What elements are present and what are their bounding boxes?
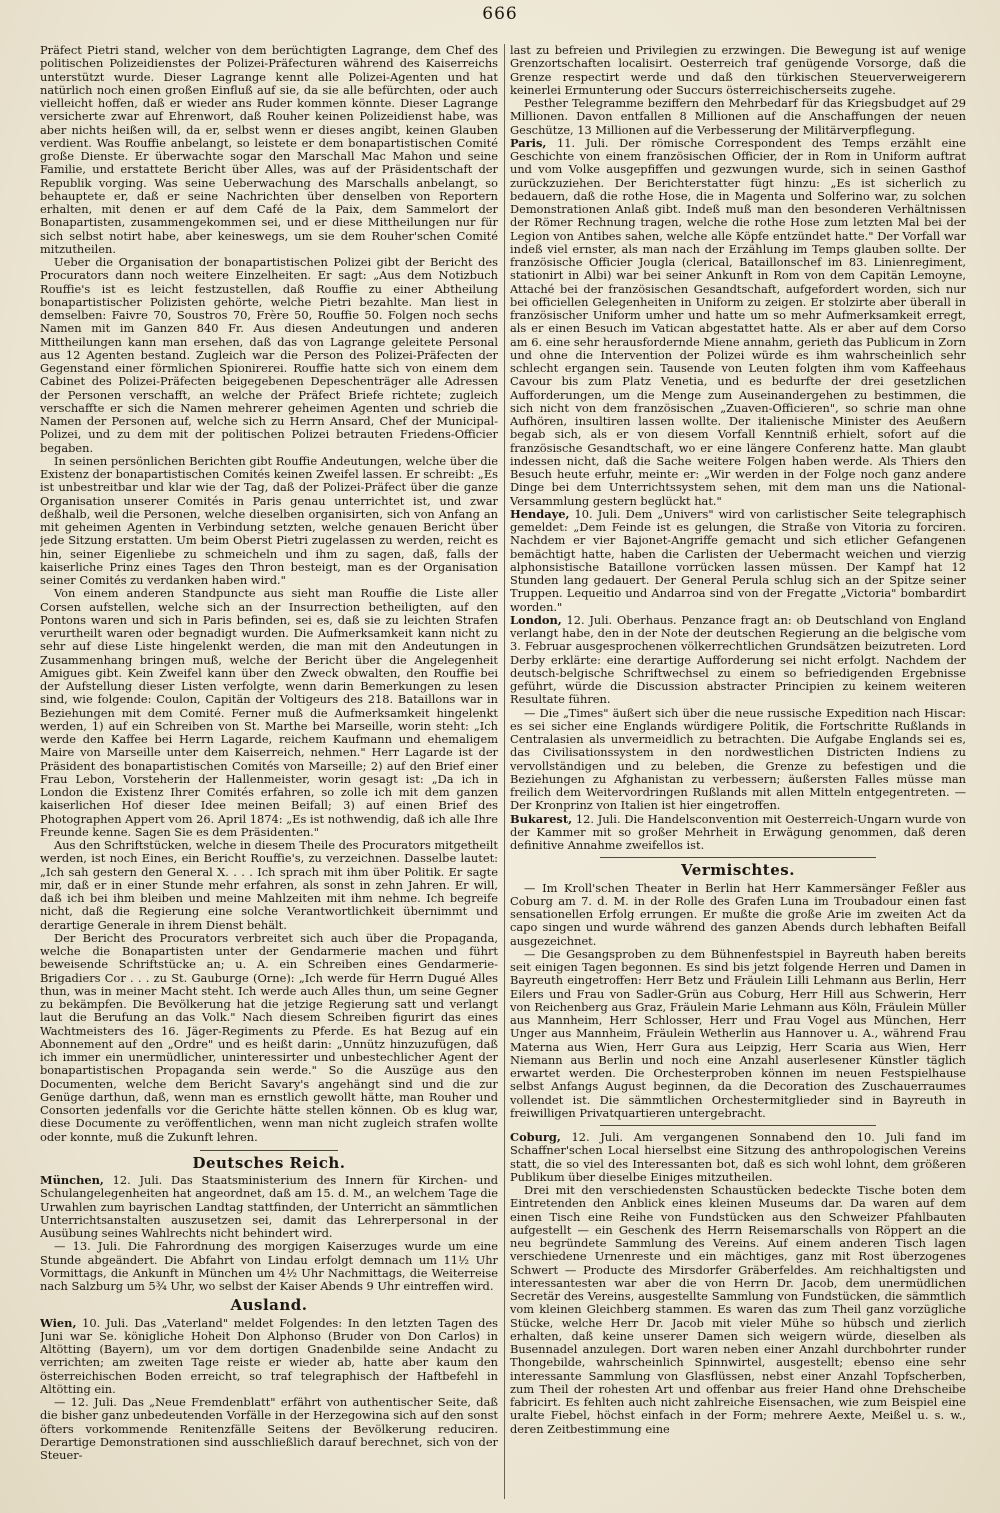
article-paris — [510, 137, 966, 508]
dateline-place: München, — [40, 1173, 104, 1187]
article-paragraph: Der Bericht des Procurators verbreitet sich auch über die Propaganda, welche die Bonapartisten unter der Gendarmerie machen und führt beweisende Schriftstücke an; u. A. ein Schreiben eines Gendarmerie-Brigadiers Cor . . . zu St. Gauburge (Orne): „Ich werde für Herrn Dugué Alles thun, was in meiner Macht steht. Ich werde auch Alles thun, um seine Gegner zu bekämpfen. Die Bevölkerung hat die jetzige Regierung satt und verlangt laut die Berufung an das Volk." Nach diesem Schreiben figurirt das eines Wachtmeisters des 16. Jäger-Regiments zu Pferde. Es hat Bezug auf ein Abonnement auf den „Ordre" und es heißt darin: „Unnütz hinzuzufügen, daß ich immer ein unermüdlicher, uninteressirter und unbestechlicher Agent der bonapartistischen Propaganda sein werde." So die Auszüge aus den Documenten, welche dem Bericht Savary's angehängt sind und die zur Genüge darthun, daß, wenn man es ernstlich gewollt hätte, man Rouher und Consorten jedenfalls vor die Gerichte hätte stellen können. Ob es klug war, diese Documente zu veröffentlichen, wenn man nicht zugleich strafen wollte oder konnte, muß die Zukunft lehren. — [40, 930, 498, 1144]
article-text: 12. Juli. Die Handelsconvention mit Oesterreich-Ungarn wurde von der Kammer mit so großer Mehrheit in Erwägung genommen, daß deren definitive Annahme zweifellos ist. — [510, 811, 966, 852]
right-column — [510, 44, 966, 1506]
dateline-place: London, — [510, 612, 562, 627]
section-heading-vermischtes: Vermischtes. — [681, 861, 795, 880]
column-rule — [504, 44, 505, 1499]
section-divider — [600, 1125, 876, 1126]
section-divider — [200, 1150, 338, 1151]
article-paragraph: In seinen persönlichen Berichten gibt Rouffie Andeutungen, welche über die Existenz der bonapartistischen Comités keinen Zweifel lassen. Er schreibt: „Es ist unbestreitbar und klar wie der Tag, daß der Polizei-Präfect über die ganze Organisation unserer Comités in Paris genau unterrichtet ist, und zwar deßhalb, weil die Personen, welche dieselben organisirten, sich von Anfang an mit geheimen Agenten in Verbindung setzten, welche genauen Bericht über jede Sitzung erstatten. Um beim Oberst Pietri zugelassen zu werden, reicht es hin, seiner Eigenliebe zu schmeicheln und ihm zu sagen, daß, falls der kaiserliche Prinz eines Tages den Thron besteigt, man es der Organisation seiner Comités zu verdanken haben wird." — [40, 453, 498, 587]
article-wien — [40, 1317, 498, 1397]
section-heading-deutsches-reich: Deutsches Reich. — [192, 1153, 346, 1172]
article-text: 12. Juli. Das Staatsministerium des Innern für Kirchen- und Schulangelegenheiten hat angeordnet, daß am 15. d. M., an welchem Tage die Urwahlen zum bayrischen Landtag stattfinden, der Unterricht an sämmtlichen Unterrichtsanstalten auszusetzen sei, damit das Lehrerpersonal in der Ausübung seines Wahlrechts nicht behindert wird. — [40, 1173, 498, 1240]
article-paragraph: — 12. Juli. Das „Neue Fremdenblatt" erfährt von authentischer Seite, daß die bisher ganz unbedeutenden Vorfälle in der Herzegowina sich auf den sonst öfters vorkommende Renitenzfälle Seitens der Bevölkerung reduciren. Derartige Demonstrationen sind ausschließlich darauf berechnet, sich von der Steuer- — [40, 1395, 498, 1462]
dateline-place: Hendaye, — [510, 506, 570, 521]
article-london — [510, 614, 966, 707]
article-paragraph: — Die Gesangsproben zu dem Bühnenfestspiel in Bayreuth haben bereits seit einigen Tagen begonnen. Es sind bis jetzt folgende Herren und Damen in Bayreuth eingetroffen: Herr Betz und Fräulein Lilli Lehmann aus Berlin, Herr Eilers und Frau von Sadler-Grün aus Coburg, Herr Hill aus Schwerin, Herr von Reichenberg aus Graz, Fräulein Marie Lehmann aus Köln, Fräulein Müller aus Mannheim, Herr Schlosser, Herr und Frau Vogel aus München, Herr Unger aus Mannheim, Fräulein Wetherlin aus Hannover u. A., während Frau Materna aus Wien, Herr Gura aus Leipzig, Herr Scaria aus Wien, Herr Niemann aus Berlin und noch eine Anzahl auserlesener Künstler täglich erwartet werden. Die Orchesterproben können im neuen Festspielhause selbst Anfangs August beginnen, da die Decoration des Zuschauerraumes vollendet ist. Die sämmtlichen Orchestermitglieder sind in Bayreuth in freiwilligen Privatquartieren untergebracht. — [510, 946, 966, 1120]
article-paragraph: Pesther Telegramme beziffern den Mehrbedarf für das Kriegsbudget auf 29 Millionen. Davon entfallen 8 Millionen auf die Anschaffungen der neuen Geschütze, 13 Millionen auf die Verbesserung der Militärverpflegung. — [510, 96, 966, 137]
article-text: 10. Juli. Dem „Univers" wird von carlistischer Seite telegraphisch gemeldet: „Dem Feinde ist es gelungen, die Straße von Vitoria zu forciren. Nachdem er vier Bajonet-Angriffe gemacht und sich etlicher Gefangenen bemächtigt hatte, haben die Carlisten der Uebermacht weichen und vierzig alphonsistische Bataillone vorrücken lassen müssen. Der Kampf hat 12 Stunden lang gedauert. Der General Perula schlug sich an der Spitze seiner Truppen. Lequeitio und Andarroa sind von der Fregatte „Victoria" bombardirt worden." — [510, 506, 966, 614]
dateline-place: Wien, — [40, 1315, 77, 1330]
dateline-place: Paris, — [510, 135, 547, 150]
article-muenchen — [40, 1174, 498, 1240]
article-coburg — [510, 1131, 966, 1184]
section-heading-ausland: Ausland. — [230, 1296, 308, 1315]
dateline-place: Bukarest, — [510, 811, 573, 826]
article-paragraph: Von einem anderen Standpuncte aus sieht man Rouffie die Liste aller Corsen aufstellen, welche sich an der Insurrection betheiligten, auf den Pontons waren und sich in Paris befinden, sei es, daß sie zu leichten Strafen verurtheilt waren oder begnadigt wurden. Die Aufmerksamkeit kann nicht zu sehr auf diese Liste hingelenkt werden, die man mit den Andeutungen in Zusammenhang bringen muß, welche der Bericht über die Angelegenheit Amigues gibt. Kein Zweifel kann über den Zweck obwalten, den Rouffie bei der Aufstellung dieser Listen verfolgte, wenn darin Bemerkungen zu lesen sind, wie folgende: Coulon, Capitän der Voltigeurs des 218. Bataillons war in Beziehungen mit dem Comité. Ferner muß die Aufmerksamkeit hingelenkt werden, 1) auf ein Schreiben von St. Marthe bei Marseille, worin steht: „Ich werde den Kaffee bei Herrn Lagarde, reichem Kaufmann und ehemaligem Maire von Marseille unter dem Kaiserreich, nehmen." Herr Lagarde ist der Präsident des bonapartistischen Comités von Marseille; 2) auf den Brief einer Frau Lebon, Vorsteherin der Hallenmeister, worin gesagt ist: „Da ich in London die Existenz Ihrer Comités erfahren, so zolle ich mit dem ganzen kaiserlichen Hof dieser Idee meinen Beifall; 3) auf einen Brief des Photographen Appert vom 26. April 1874: „Es ist nothwendig, daß ich alle Ihre Freunde kenne. Sagen Sie es dem Präsidenten." — [40, 586, 498, 839]
article-hendaye — [510, 508, 966, 614]
article-paragraph: — 13. Juli. Die Fahrordnung des morgigen Kaiserzuges wurde um eine Stunde abgeändert. Die Abfahrt von Lindau erfolgt demnach um 11½ Uhr Vormittags, die Ankunft in München um 4½ Uhr Nachmittags, die Weiterreise nach Salzburg um 5¾ Uhr, wo selbst der Kaiser Abends 9 Uhr eintreffen wird. — [40, 1239, 498, 1293]
section-divider — [600, 857, 876, 858]
page-number: 666 — [482, 4, 518, 24]
article-text: 11. Juli. Der römische Correspondent des Temps erzählt eine Geschichte von einem französischen Officier, der in Rom in Uniform auftrat und vom Volke ausgepfiffen und gezwungen wurde, sich in seinen Gasthof zurückzuziehen. Der Berichterstatter fügt hinzu: „Es ist sicherlich zu bedauern, daß die rothe Hose, die in Magenta und Solferino war, zu solchen Demonstrationen Anlaß gibt. Indeß muß man den besonderen Verhältnissen der Römer Rechnung tragen, welche die rothe Hose zum letzten Mal bei der Legion von Antibes sahen, welche alle Köpfe entzündet hatte." Der Vorfall war indeß viel ernster, als man nach der Erzählung im Temps glauben sollte. Der französische Officier Jougla (clerical, Bataillonschef im 83. Linienregiment, stationirt in Albi) war bei seiner Ankunft in Rom von dem Capitän Lemoyne, Attaché bei der französischen Gesandtschaft, aufgefordert worden, sich nur bei officiellen Gelegenheiten in Uniform zu zeigen. Er stolzirte aber überall in französischer Uniform umher und hatte um so mehr Aufmerksamkeit erregt, als er einen Besuch im Vatican abgestattet hatte. Als er aber auf dem Corso am 6. eine sehr herausfordernde Miene annahm, gerieth das Publicum in Zorn und ohne die Intervention der Polizei würde es ihm wahrscheinlich sehr schlecht ergangen sein. Tausende von Leuten folgten ihm vom Kaffeehaus Cavour bis zum Platz Venetia, und es bedurfte der drei gesetzlichen Aufforderungen, um die Menge zum Auseinandergehen zu bestimmen, die sich nicht von dem französischen „Zuaven-Officieren", so schrie man ohne Aufhören, insultiren lassen wollte. Der italienische Minister des Aeußern begab sich, als er von diesem Vorfall Kenntniß erhielt, sofort auf die französische Gesandtschaft, wo er eine längere Conferenz hatte. Man glaubt indessen nicht, daß die Sache weitere Folgen haben werde. Als Thiers den Besuch heute erfuhr, meinte er: „Wir werden in der Folge noch ganz andere Dinge bei dem Unterrichtssystem sehen, mit dem man uns die National-Versammlung gestern beglückt hat." — [510, 135, 966, 508]
article-text: 12. Juli. Am vergangenen Sonnabend den 10. Juli fand im Schaffner'schen Local hierselbst eine Sitzung des anthropologischen Vereins statt, die so viel des Interessanten bot, daß es sich wohl lohnt, dem größeren Publikum über dieselbe Einiges mitzutheilen. — [510, 1130, 966, 1184]
left-column — [40, 44, 498, 1506]
dateline-place: Coburg, — [510, 1130, 561, 1144]
article-paragraph: Aus den Schriftstücken, welche in diesem Theile des Procurators mitgetheilt werden, ist noch Eines, ein Bericht Rouffie's, zu verzeichnen. Dasselbe lautet: „Ich sah gestern den General X. . . . Ich sprach mit ihm über Politik. Er sagte mir, daß er in einer Stunde mehr erfahren, als sonst in zehn Jahren. Er will, daß ich bei ihm bleiben und meine Mahlzeiten mit ihm nehme. Ich begreife nicht, daß die Regierung eine solche Verantwortlichkeit übernimmt und derartige Generale in ihrem Dienst behält. — [40, 838, 498, 932]
article-paragraph: — Im Kroll'schen Theater in Berlin hat Herr Kammersänger Feßler aus Coburg am 7. d. M. in der Rolle des Grafen Luna im Troubadour einen fast sensationellen Erfolg errungen. Er mußte die große Arie im zweiten Act da capo singen und wurde während des ganzen Abends durch lebhaften Beifall ausgezeichnet. — [510, 880, 966, 948]
article-text: 10. Juli. Das „Vaterland" meldet Folgendes: In den letzten Tagen des Juni war Se. königliche Hoheit Don Alphonso (Bruder von Don Carlos) in Altötting (Bayern), um vor dem dortigen Gnadenbilde seine Andacht zu verrichten; am zweiten Tage reiste er wieder ab, hatte aber kaum den österreichischen Boden erreicht, so traf telegraphisch der Haftbefehl in Altötting ein. — [40, 1315, 498, 1396]
article-text: 12. Juli. Oberhaus. Penzance fragt an: ob Deutschland von England verlangt habe, den in der Note der deutschen Regierung an die belgische vom 3. Februar ausgesprochenen völkerrechtlichen Grundsätzen beizutreten. Lord Derby erklärte: eine derartige Aufforderung sei nicht erfolgt. Nachdem der deutsch-belgische Schriftwechsel zu einem so befriedigenden Ergebnisse geführt, würde die Discussion abstracter Principien zu keinem weiteren Resultate führen. — [510, 612, 966, 707]
article-bukarest — [510, 813, 966, 853]
article-paragraph: Ueber die Organisation der bonapartistischen Polizei gibt der Bericht des Procurators dann noch weitere Einzelheiten. Er sagt: „Aus dem Notizbuch Rouffie's ist es leicht festzustellen, daß Rouffie zu einer Abtheilung bonapartistischer Polizisten gehörte, welche Pietri bezahlte. Man liest in demselben: Faivre 70, Soustros 70, Frère 50, Rouffie 50. Folgen noch sechs Namen mit im Ganzen 840 Fr. Aus diesen Andeutungen und anderen Mittheilungen kann man ersehen, daß das von Lagrange geleitete Personal aus 12 Agenten bestand. Zugleich war die Person des Polizei-Präfecten der Gegenstand einer förmlichen Spionirerei. Rouffie hatte sich von einem dem Cabinet des Polizei-Präfecten beigegebenen Depeschenträger alle Adressen der Personen verschafft, an welche der Präfect Briefe richtete; zugleich verschaffte er sich die Namen mehrerer geheimen Agenten und schrieb die Namen der Personen auf, welche sich zu Herrn Ansard, Chef der Municipal-Polizei, und zu dem mit der politischen Polizei betrauten Friedens-Officier begaben. — [40, 255, 498, 455]
article-paragraph: Präfect Pietri stand, welcher von dem berüchtigten Lagrange, dem Chef des politischen Polizeidienstes der Polizei-Präfecturen während des Kaiserreichs unterstützt wurde. Dieser Lagrange kennt alle Polizei-Agenten und hat natürlich noch einen großen Einfluß auf sie, da sie alle befürchten, oder auch vielleicht hoffen, daß er wieder ans Ruder kommen könnte. Dieser Lagrange versicherte zwar auf Ehrenwort, daß Rouher keinen Polizeidienst habe, was aber nichts heißen will, da er, selbst wenn er dieses angibt, keinen Glauben verdient. Was Rouffie anbelangt, so leistete er dem bonapartistischen Comité große Dienste. Er überwachte sogar den Marschall Mac Mahon und seine Familie, und erstattete Bericht über Alles, was auf der Präsidentschaft der Republik vorging. Was seine Ueberwachung des Marschalls anbelangt, so behauptete er, daß er seine Nachrichten über denselben von Reportern erhalten, mit denen er auf dem Café de la Paix, dem Sammelort der Bonapartisten, zusammengekommen sei, und er diese Mittheilungen nur für sich selbst notirt habe, aber keineswegs, um sie dem Rouher'schen Comité mitzutheilen. — [40, 44, 498, 256]
article-paragraph: Drei mit den verschiedensten Schaustücken bedeckte Tische boten dem Eintretenden den Anblick eines kleinen Museums dar. Da waren auf dem einen Tisch eine Reihe von Fundstücken aus den Schweizer Pfahlbauten aufgestellt — ein Geschenk des Herrn Reisemarschalls von Röppert an die neu begründete Sammlung des Vereins. Auf einem anderen Tisch lagen verschiedene Urnenreste und ein mächtiges, ganz mit Rost überzogenes Schwert — Producte des Mirsdorfer Gräberfeldes. Am reichhaltigsten und interessantesten war aber die von Herrn Dr. Jacob, dem unermüdlichen Secretär des Vereins, ausgestellte Sammlung von Fundstücken, die sämmtlich vom kleinen Gleichberg stammen. Es waren das zum Theil ganz vorzügliche Stücke, welche Herr Dr. Jacob mit vieler Mühe so hübsch und zierlich erhalten, daß keine unserer Damen sich weigern würde, dieselben als Busennadel anzulegen. Dort waren neben einer Anzahl durchbohrter runder Thongebilde, wahrscheinlich Spinnwirtel, ausgestellt; ebenso eine sehr interessante Sammlung von Glasflüssen, nebst einer Anzahl Topfscherben, zum Theil der rohesten Art und offenbar aus freier Hand ohne Drehscheibe fabricirt. Es fehlten auch nicht zahlreiche Eisensachen, wie zum Beispiel eine uralte Fiebel, höchst einfach in der Form; mehrere Aexte, Meißel u. s. w., deren Zeitbestimmung eine — [510, 1183, 966, 1436]
article-paragraph: — Die „Times" äußert sich über die neue russische Expedition nach Hiscar: es sei sicher eine Englands würdigere Politik, die Fortschritte Rußlands in Centralasien als unvermeidlich zu betrachten. Die Aufgabe Englands sei es, das Civilisationssystem in den nordwestlichen Districten Indiens zu vervollständigen und zu beleben, die Grenze zu befestigen und die Beziehungen zu Afghanistan zu verbessern; äußersten Falles müsse man freilich dem Weitervordringen Rußlands mit allen Mitteln entgegentreten. — Der Kronprinz von Italien ist hier eingetroffen. — [510, 705, 966, 813]
article-paragraph: last zu befreien und Privilegien zu erzwingen. Die Bewegung ist auf wenige Grenzortschaften localisirt. Oesterreich traf genügende Vorsorge, daß die Grenze respectirt werde und daß den türkischen Steuerverweigerern keinerlei Ermunterung oder Succurs österreichischerseits zugehe. — [510, 44, 966, 97]
